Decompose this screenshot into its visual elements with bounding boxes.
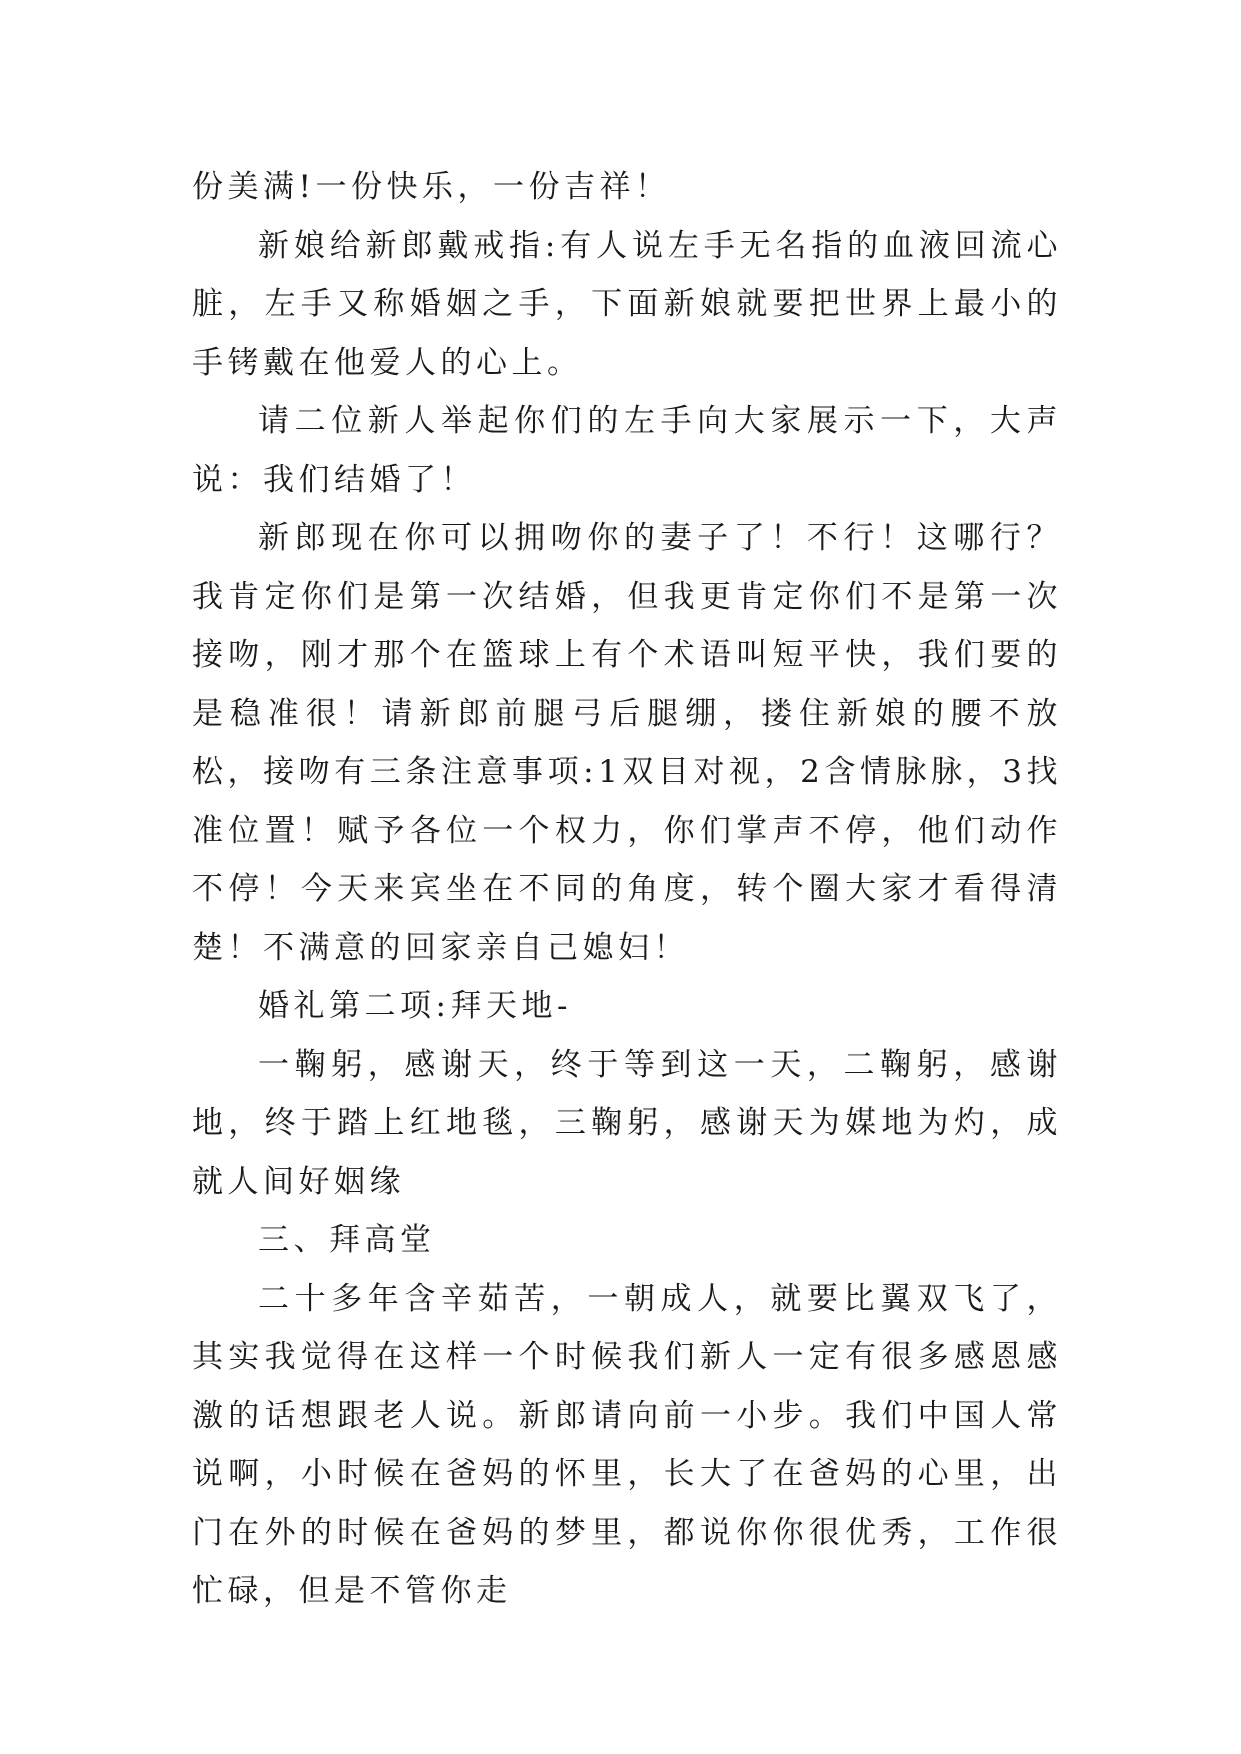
document-body	[192, 158, 1062, 1621]
paragraph-3: 请二位新人举起你们的左手向大家展示一下，大声说：我们结婚了！	[192, 403, 1062, 498]
paragraph-6: 一鞠躬，感谢天，终于等到这一天，二鞠躬，感谢地，终于踏上红地毯，三鞠躬，感谢天为媒地为灼，成就人间好姻缘	[192, 1046, 1062, 1200]
paragraph-4: 新郎现在你可以拥吻你的妻子了！不行！这哪行？我肯定你们是第一次结婚，但我更肯定你们不是第一次接吻，刚才那个在篮球上有个术语叫短平快，我们要的是稳准很！请新郎前腿弓后腿绷，搂住新娘的腰不放松，接吻有三条注意事项:1双目对视，2含情脉脉，3找准位置！赋予各位一个权力，你们掌声不停，他们动作不停！今天来宾坐在不同的角度，转个圈大家才看得清楚！不满意的回家亲自己媳妇！	[192, 520, 1062, 966]
paragraph-1: 份美满!一份快乐，一份吉祥！	[192, 169, 671, 205]
paragraph-5: 婚礼第二项:拜天地-	[258, 988, 572, 1024]
paragraph-7: 三、拜高堂	[258, 1222, 436, 1258]
paragraph-8: 二十多年含辛茹苦，一朝成人，就要比翼双飞了，其实我觉得在这样一个时候我们新人一定有很多感恩感激的话想跟老人说。新郎请向前一小步。我们中国人常说啊，小时候在爸妈的怀里，长大了在爸妈的心里，出门在外的时候在爸妈的梦里，都说你你很优秀，工作很忙碌，但是不管你走	[192, 1280, 1062, 1609]
paragraph-2: 新娘给新郎戴戒指:有人说左手无名指的血液回流心脏，左手又称婚姻之手，下面新娘就要把世界上最小的手铐戴在他爱人的心上。	[192, 227, 1062, 381]
